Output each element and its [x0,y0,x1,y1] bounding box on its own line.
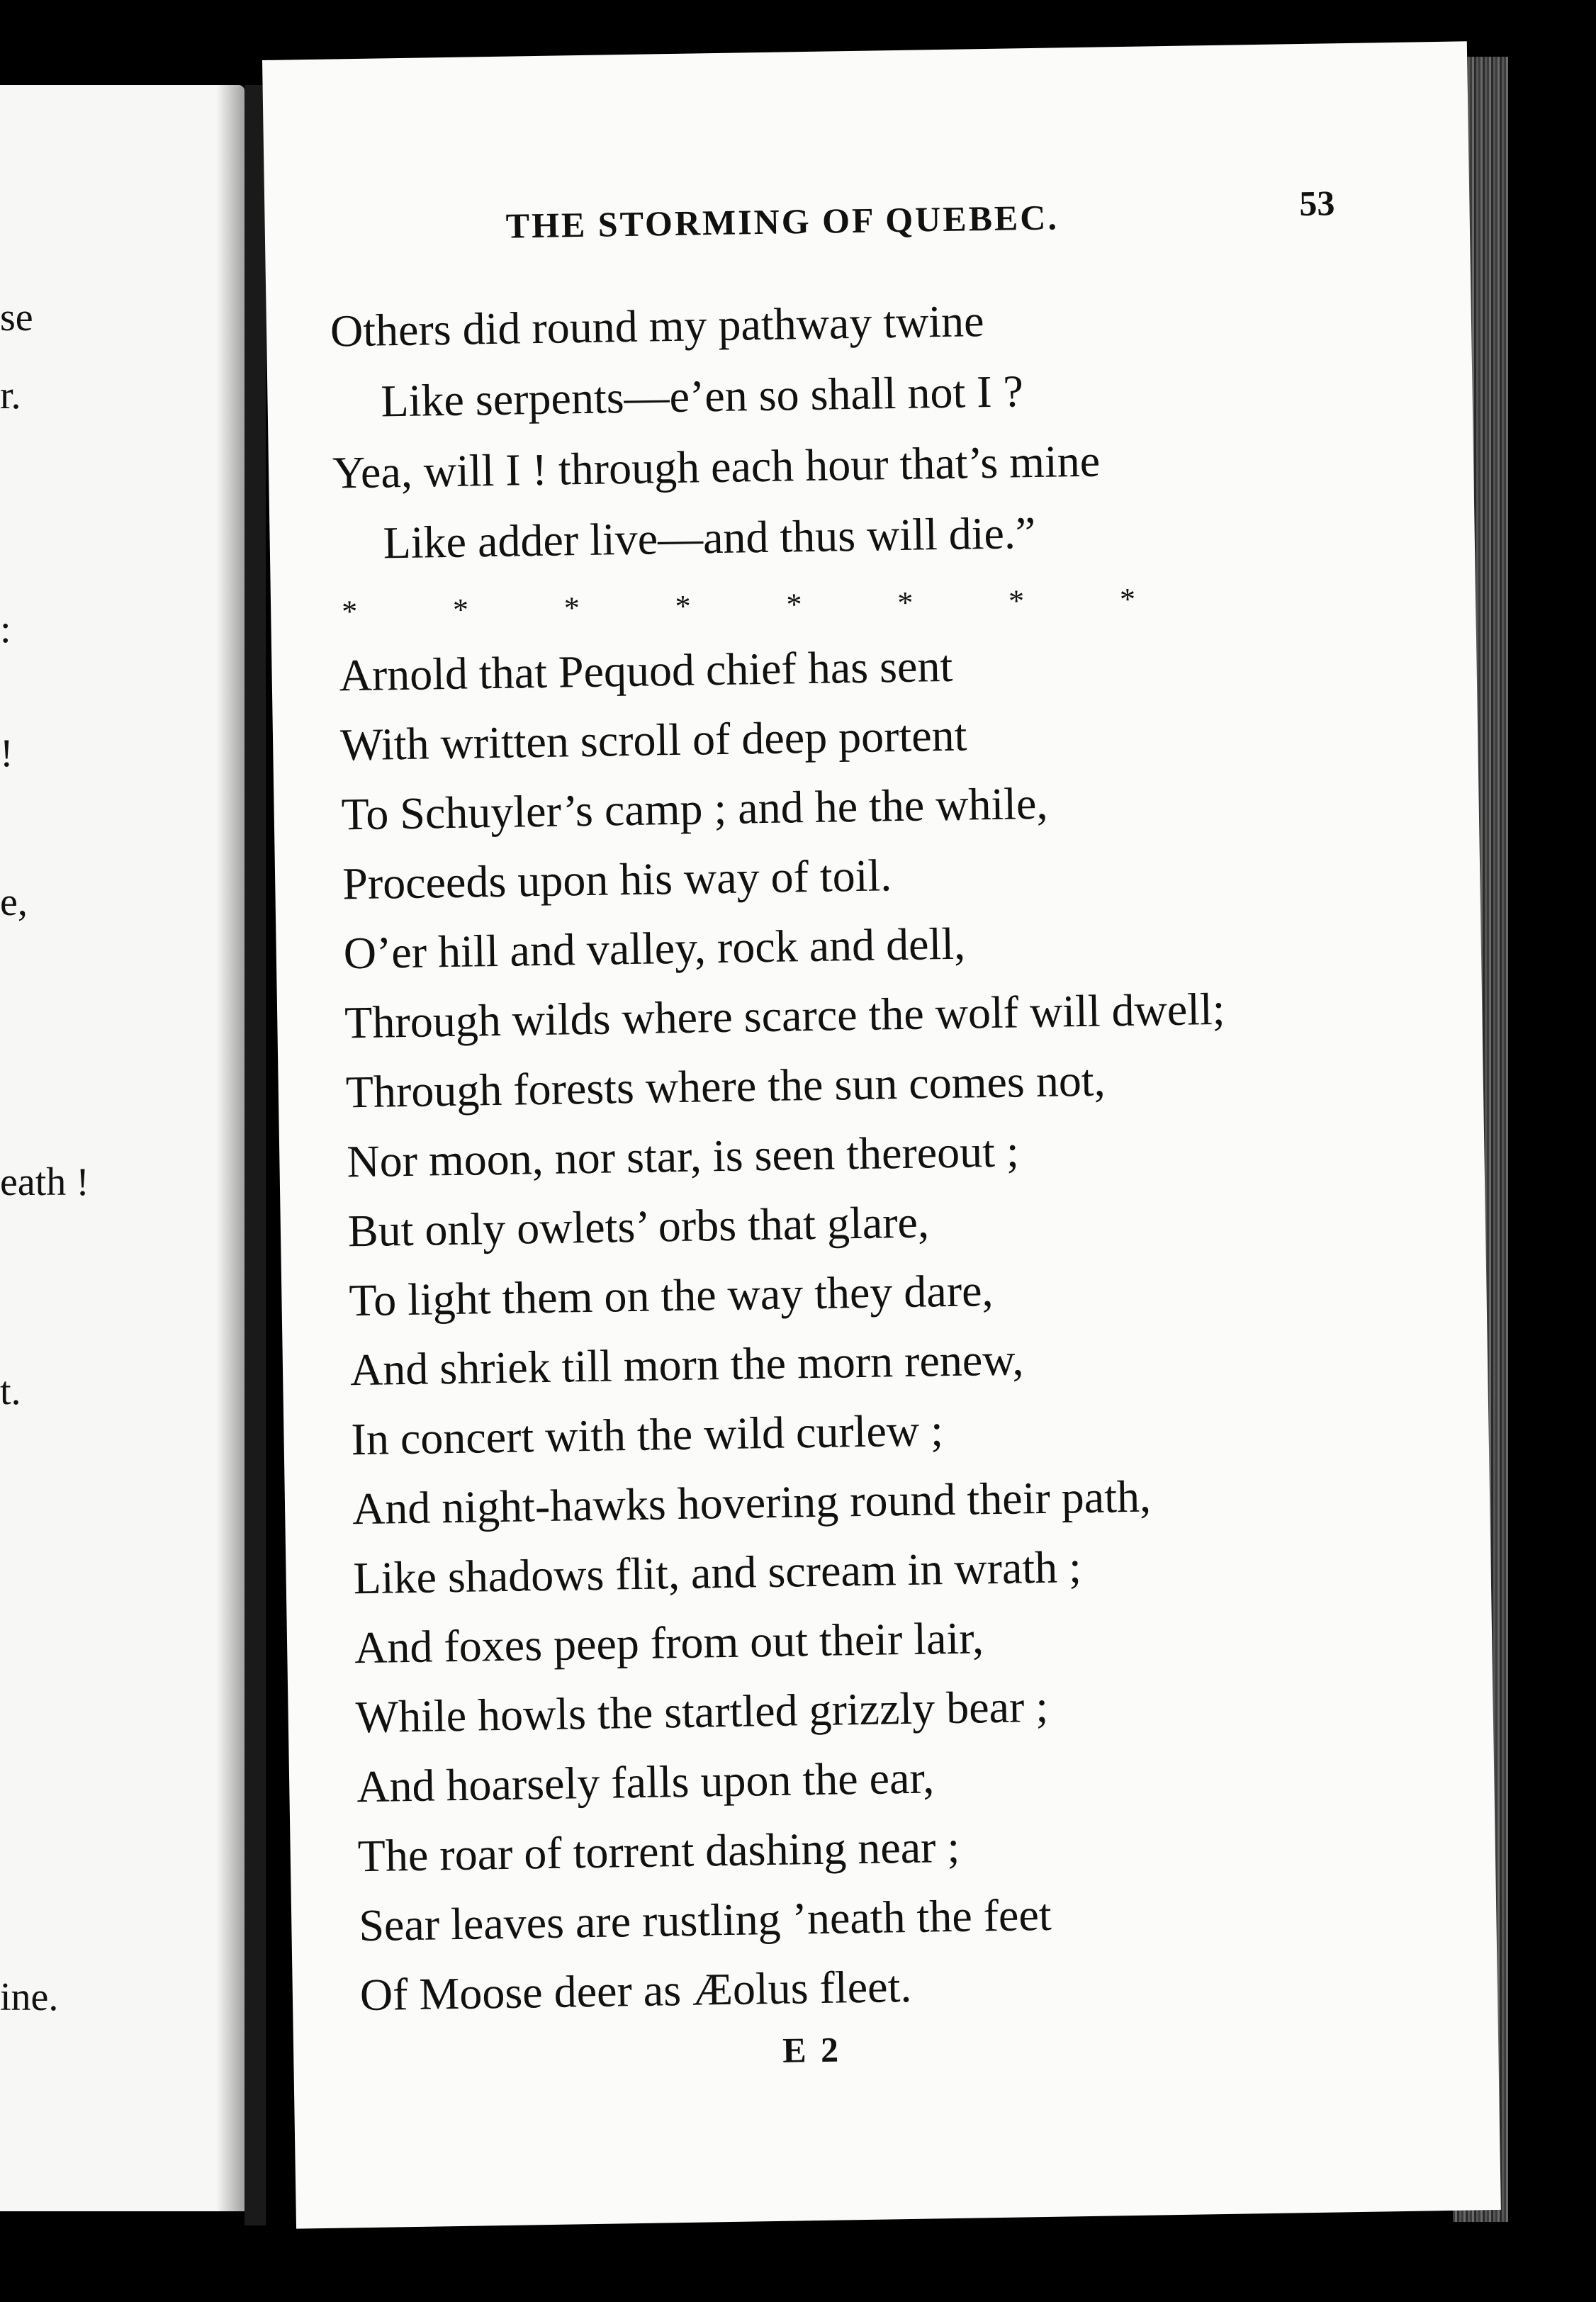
verse-line: To Schuyler’s camp ; and he the while, [341,777,1048,840]
verse-line: The roar of torrent dashing near ; [357,1821,960,1882]
verse-line: And foxes peep from out their lair, [354,1612,984,1673]
verse-line: Through wilds where scarce the wolf will dwell; [344,983,1226,1048]
running-head: THE STORMING OF QUEBEC. [505,197,1060,246]
verse-line: Nor moon, nor star, is seen thereout ; [346,1125,1020,1187]
verse-line: To light them on the way they dare, [348,1265,994,1326]
page-number: 53 [1298,183,1335,224]
left-page-fragment: ! [0,731,13,775]
signature-mark: E 2 [782,2029,842,2070]
left-page-fragment: eath ! [0,1160,89,1204]
verse-line: Like shadows flit, and scream in wrath ; [353,1542,1082,1604]
verse-line: Through forests where the sun comes not, [345,1055,1106,1118]
left-page [0,85,245,2211]
verse-line: Yea, will I ! through each hour that’s mine [332,435,1101,498]
verse-line: While howls the startled grizzly bear ; [355,1680,1049,1743]
left-page-fragment: ine. [0,1975,59,2019]
left-page-fragment: e, [0,880,28,924]
verse-line: But only owlets’ orbs that glare, [347,1196,930,1257]
asterisk: * [452,592,469,627]
left-page-fragment: : [0,607,11,651]
verse-line: Arnold that Pequod chief has sent [339,640,953,701]
verse-line: Sear leaves are rustling ’neath the feet [358,1889,1052,1951]
gutter-shadow [216,85,245,2211]
verse-line: Like adder live—and thus will die.” [383,507,1036,568]
asterisk: * [786,587,802,622]
asterisk: * [897,585,914,621]
left-page-fragment: r. [0,374,21,417]
right-page [262,41,1501,2228]
verse-line: And hoarsely falls upon the ear, [356,1752,935,1812]
verse-line: O’er hill and valley, rock and dell, [343,918,966,979]
asterisk: * [1008,583,1025,619]
verse-line: Proceeds upon his way of toil. [342,850,892,909]
asterisk: * [675,588,692,624]
asterisk: * [563,590,580,626]
asterisk: * [1119,581,1136,617]
left-page-fragment: t. [0,1369,21,1413]
section-break [342,581,1136,630]
asterisk: * [341,593,358,629]
book-spine [245,85,266,2225]
verse-line: In concert with the wild curlew ; [351,1405,944,1465]
verse-line: Like serpents—e’en so shall not I ? [381,366,1024,427]
verse-line: And night-hawks hovering round their path, [352,1471,1152,1534]
verse-line: Others did round my pathway twine [330,296,984,356]
verse-line: And shriek till morn the morn renew, [349,1334,1024,1396]
verse-line: Of Moose deer as Æolus fleet. [359,1960,912,2021]
verse-line: With written scroll of deep portent [339,709,967,770]
left-page-fragment: se [0,296,33,339]
